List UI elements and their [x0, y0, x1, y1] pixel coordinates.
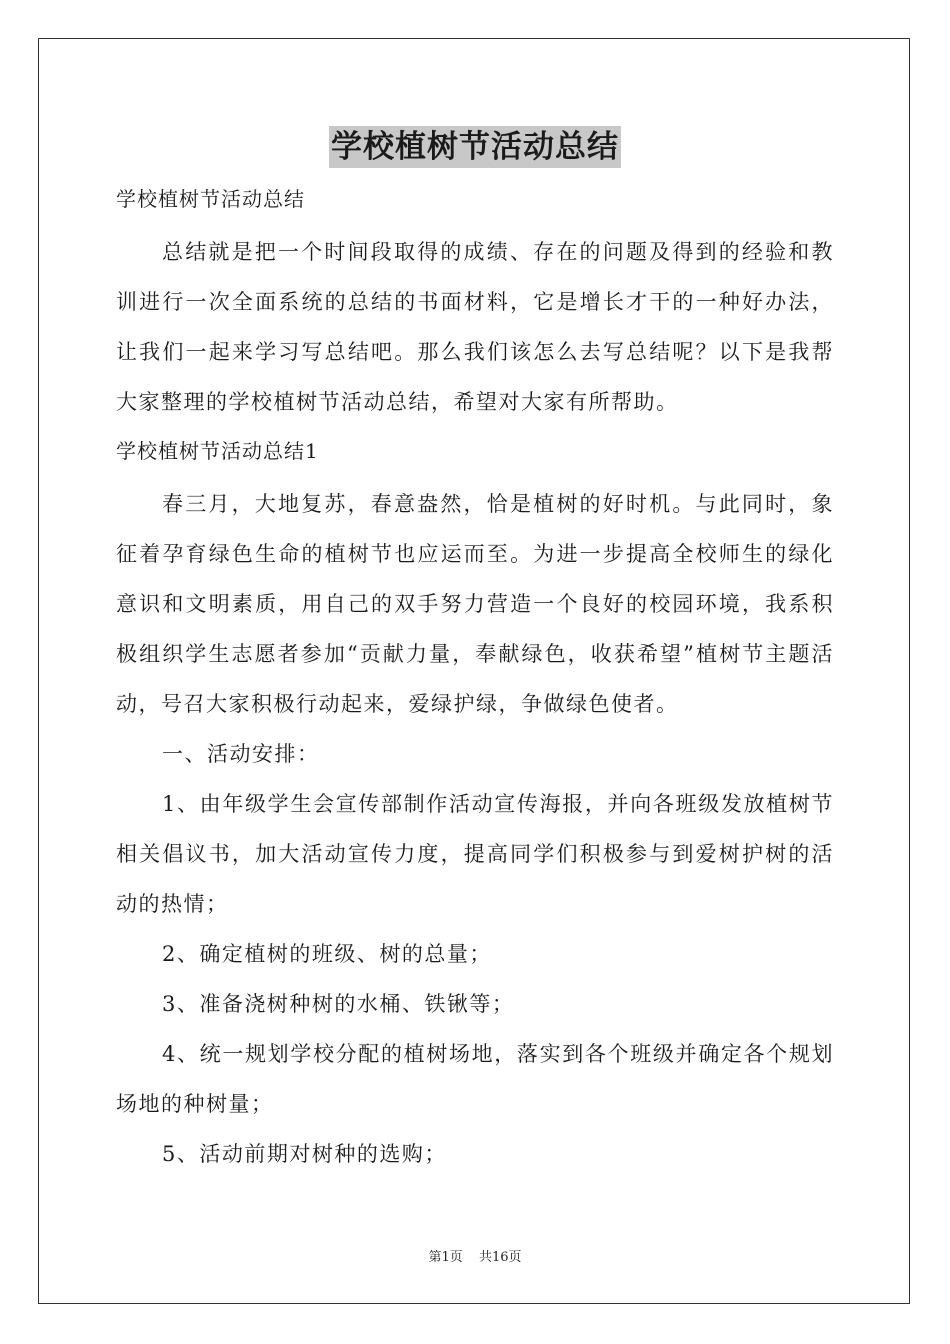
title-container: [0, 126, 950, 168]
list-item: 3、准备浇树种树的水桶、铁锹等；: [162, 992, 515, 1016]
document-title: 学校植树节活动总结: [329, 126, 621, 168]
list-item: 1、由年级学生会宣传部制作活动宣传海报，并向各班级发放植树节相关倡议书，加大活动宣传力度，提高同学们积极参与到爱树护树的活动的热情；: [116, 792, 834, 916]
page-number: 第1页: [428, 1250, 463, 1265]
list-item: 4、统一规划学校分配的植树场地，落实到各个班级并确定各个规划场地的种树量；: [116, 1042, 834, 1116]
document-body: [116, 181, 834, 1179]
page-footer: [0, 1246, 950, 1265]
list-item: 2、确定植树的班级、树的总量；: [162, 942, 492, 966]
list-item: 5、活动前期对树种的选购；: [162, 1142, 447, 1166]
document-subtitle: 学校植树节活动总结: [116, 187, 305, 211]
page-total: 共16页: [478, 1250, 522, 1265]
intro-paragraph: 总结就是把一个时间段取得的成绩、存在的问题及得到的经验和教训进行一次全面系统的总结的书面材料，它是增长才干的一种好办法，让我们一起来学习写总结吧。那么我们该怎么去写总结呢？以下是我帮大家整理的学校植树节活动总结，希望对大家有所帮助。: [116, 240, 834, 414]
arrangement-heading: 一、活动安排：: [162, 742, 320, 766]
section-paragraph: 春三月，大地复苏，春意盎然，恰是植树的好时机。与此同时，象征着孕育绿色生命的植树节也应运而至。为进一步提高全校师生的绿化意识和文明素质，用自己的双手努力营造一个良好的校园环境，我系积极组织学生志愿者参加“贡献力量，奉献绿色，收获希望”植树节主题活动，号召大家积极行动起来，爱绿护绿，争做绿色使者。: [116, 492, 834, 716]
section-heading: 学校植树节活动总结1: [116, 439, 319, 463]
